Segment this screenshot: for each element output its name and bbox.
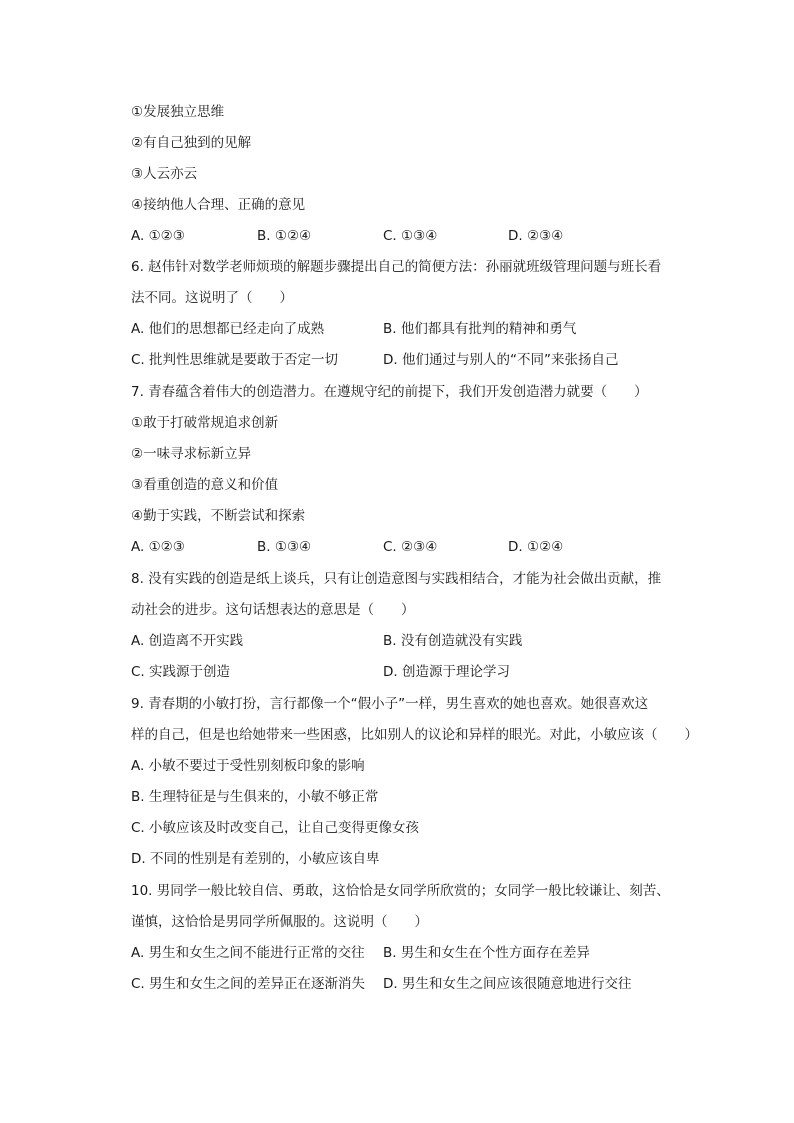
q9-option-d: D. 不同的性别是有差别的，小敏应该自卑 [131, 851, 380, 867]
q7-option-b: B. ①③④ [257, 539, 312, 555]
q6-stem-line-2: 法不同。这说明了（ ） [131, 290, 293, 306]
q8-stem-line-1: 8. 没有实践的创造是纸上谈兵，只有让创造意图与实践相结合，才能为社会做出贡献，推 [131, 571, 662, 587]
q7-item-2: ②一味寻求标新立异 [131, 446, 252, 462]
q10-stem-line-1: 10. 男同学一般比较自信、勇敢，这恰恰是女同学所欣赏的；女同学一般比较谦让、刻苦、 [131, 883, 670, 899]
q6-option-d: D. 他们通过与别人的“不同”来张扬自己 [383, 352, 619, 368]
q8-option-c: C. 实践源于创造 [131, 664, 231, 680]
q5-item-1: ①发展独立思维 [131, 104, 225, 120]
q8-option-b: B. 没有创造就没有实践 [383, 633, 523, 649]
q6-option-b: B. 他们都具有批判的精神和勇气 [383, 321, 577, 337]
q6-option-a: A. 他们的思想都已经走向了成熟 [131, 321, 325, 337]
q7-item-1: ①敢于打破常规追求创新 [131, 415, 279, 431]
q9-option-c: C. 小敏应该及时改变自己，让自己变得更像女孩 [131, 820, 420, 836]
q5-option-a: A. ①②③ [131, 228, 185, 244]
q10-option-d: D. 男生和女生之间应该很随意地进行交往 [383, 976, 632, 992]
q5-option-c: C. ①③④ [383, 228, 438, 244]
q9-option-a: A. 小敏不要过于受性别刻板印象的影响 [131, 758, 365, 774]
q9-stem-line-1: 9. 青春期的小敏打扮，言行都像一个“假小子”一样，男生喜欢的她也喜欢。她很喜欢这 [131, 696, 649, 712]
q5-item-2: ②有自己独到的见解 [131, 135, 252, 151]
q10-stem-line-2: 谨慎，这恰恰是男同学所佩服的。这说明（ ） [131, 914, 428, 930]
q6-stem-line-1: 6. 赵伟针对数学老师烦琐的解题步骤提出自己的简便方法：孙丽就班级管理问题与班长看 [131, 259, 662, 275]
q7-option-d: D. ①②④ [508, 539, 564, 555]
q5-item-4: ④接纳他人合理、正确的意见 [131, 197, 306, 213]
q7-item-3: ③看重创造的意义和价值 [131, 477, 279, 493]
q10-option-a: A. 男生和女生之间不能进行正常的交往 [131, 945, 365, 961]
q8-stem-line-2: 动社会的进步。这句话想表达的意思是（ ） [131, 602, 415, 618]
q10-option-b: B. 男生和女生在个性方面存在差异 [383, 945, 590, 961]
q5-option-b: B. ①②④ [257, 228, 312, 244]
q6-option-c: C. 批判性思维就是要敢于否定一切 [131, 352, 339, 368]
q8-option-a: A. 创造离不开实践 [131, 633, 244, 649]
q9-stem-line-2: 样的自己，但是也给她带来一些困惑，比如别人的议论和异样的眼光。对此，小敏应该（ ） [131, 727, 698, 743]
q5-item-3: ③人云亦云 [131, 166, 198, 182]
q7-option-c: C. ②③④ [383, 539, 438, 555]
q7-stem: 7. 青春蕴含着伟大的创造潜力。在遵规守纪的前提下，我们开发创造潜力就要（ ） [131, 384, 648, 400]
q7-option-a: A. ①②③ [131, 539, 185, 555]
q7-item-4: ④勤于实践，不断尝试和探索 [131, 508, 306, 524]
q5-option-d: D. ②③④ [508, 228, 564, 244]
q9-option-b: B. 生理特征是与生俱来的，小敏不够正常 [131, 789, 379, 805]
q10-option-c: C. 男生和女生之间的差异正在逐渐消失 [131, 976, 366, 992]
q8-option-d: D. 创造源于理论学习 [383, 664, 510, 680]
